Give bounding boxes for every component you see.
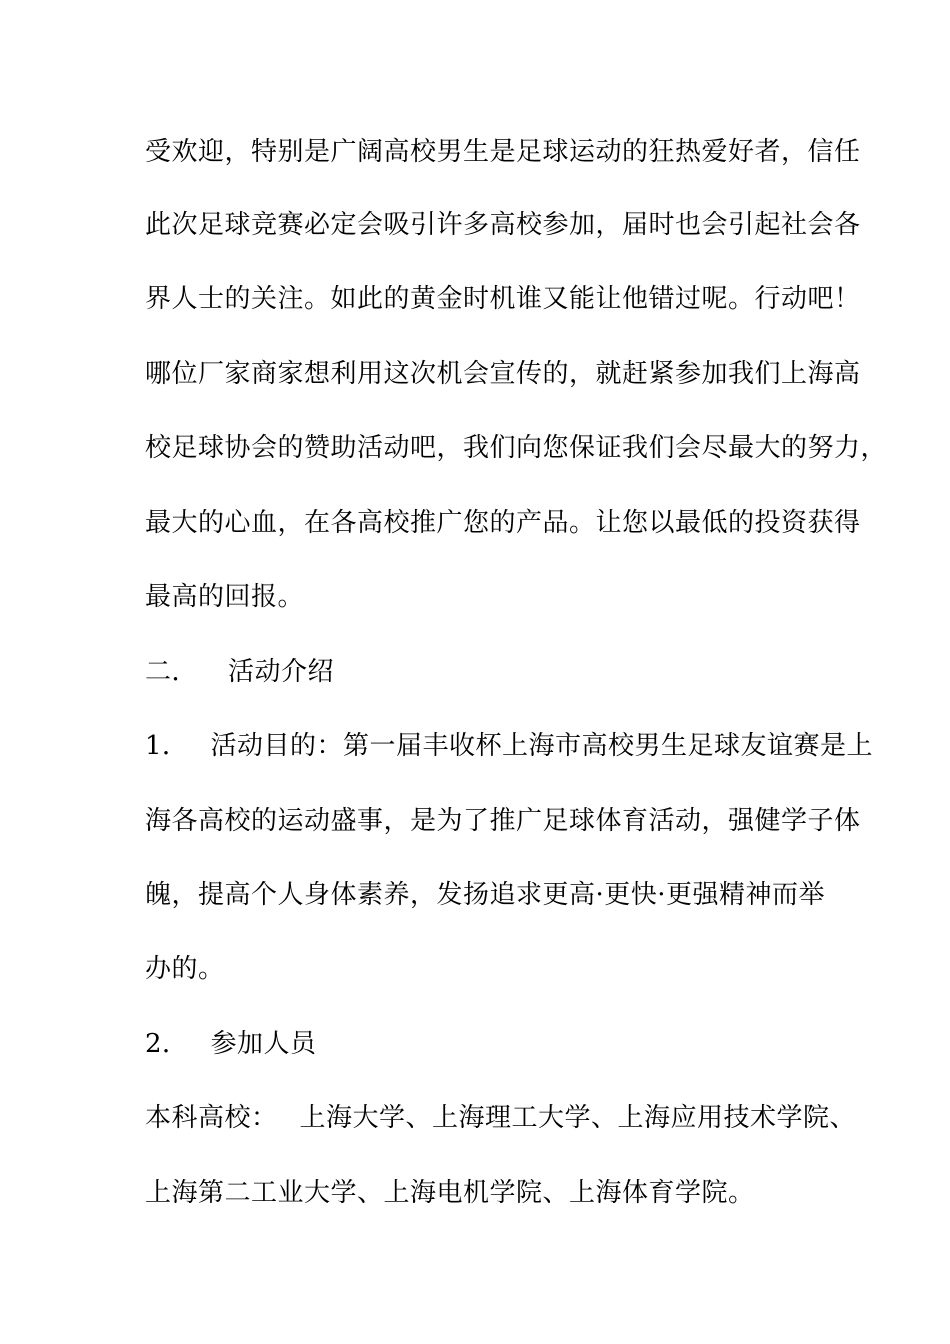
section-title: 活动介绍 xyxy=(228,657,335,687)
paragraph-line: 界人士的关注。如此的黄金时机谁又能让他错过呢。行动吧！ xyxy=(145,284,861,314)
list-item-number: 1． xyxy=(145,731,189,761)
paragraph-line: 受欢迎，特别是广阔高校男生是足球运动的狂热爱好者，信任 xyxy=(145,137,861,167)
list-item xyxy=(145,1024,317,1064)
participants-list: 上海大学、上海理工大学、上海应用技术学院、 xyxy=(299,1103,857,1133)
section-number: 二． xyxy=(145,657,199,687)
list-item xyxy=(145,726,873,766)
paragraph-line: 此次足球竞赛必定会吸引许多高校参加，届时也会引起社会各 xyxy=(145,210,861,240)
paragraph-line: 魄，提高个人身体素养，发扬追求更高·更快·更强精神而举 xyxy=(145,880,826,910)
paragraph-line: 海各高校的运动盛事，是为了推广足球体育活动，强健学子体 xyxy=(145,806,861,836)
list-item-title: 参加人员 xyxy=(210,1029,317,1059)
paragraph-line: 校足球协会的赞助活动吧，我们向您保证我们会尽最大的努力， xyxy=(145,433,888,463)
list-item-number: 2． xyxy=(145,1029,189,1059)
section-heading xyxy=(145,652,334,692)
paragraph-line: 办的。 xyxy=(145,954,225,984)
paragraph-line: 最高的回报。 xyxy=(145,582,305,612)
list-item-text: 活动目的：第一届丰收杯上海市高校男生足球友谊赛是上 xyxy=(210,731,874,761)
participants-list: 上海第二工业大学、上海电机学院、上海体育学院。 xyxy=(145,1178,755,1208)
participants-line xyxy=(145,1098,856,1138)
paragraph-line: 哪位厂家商家想利用这次机会宣传的，就赶紧参加我们上海高 xyxy=(145,359,861,389)
participants-label: 本科高校： xyxy=(145,1103,278,1133)
paragraph-line: 最大的心血，在各高校推广您的产品。让您以最低的投资获得 xyxy=(145,508,861,538)
